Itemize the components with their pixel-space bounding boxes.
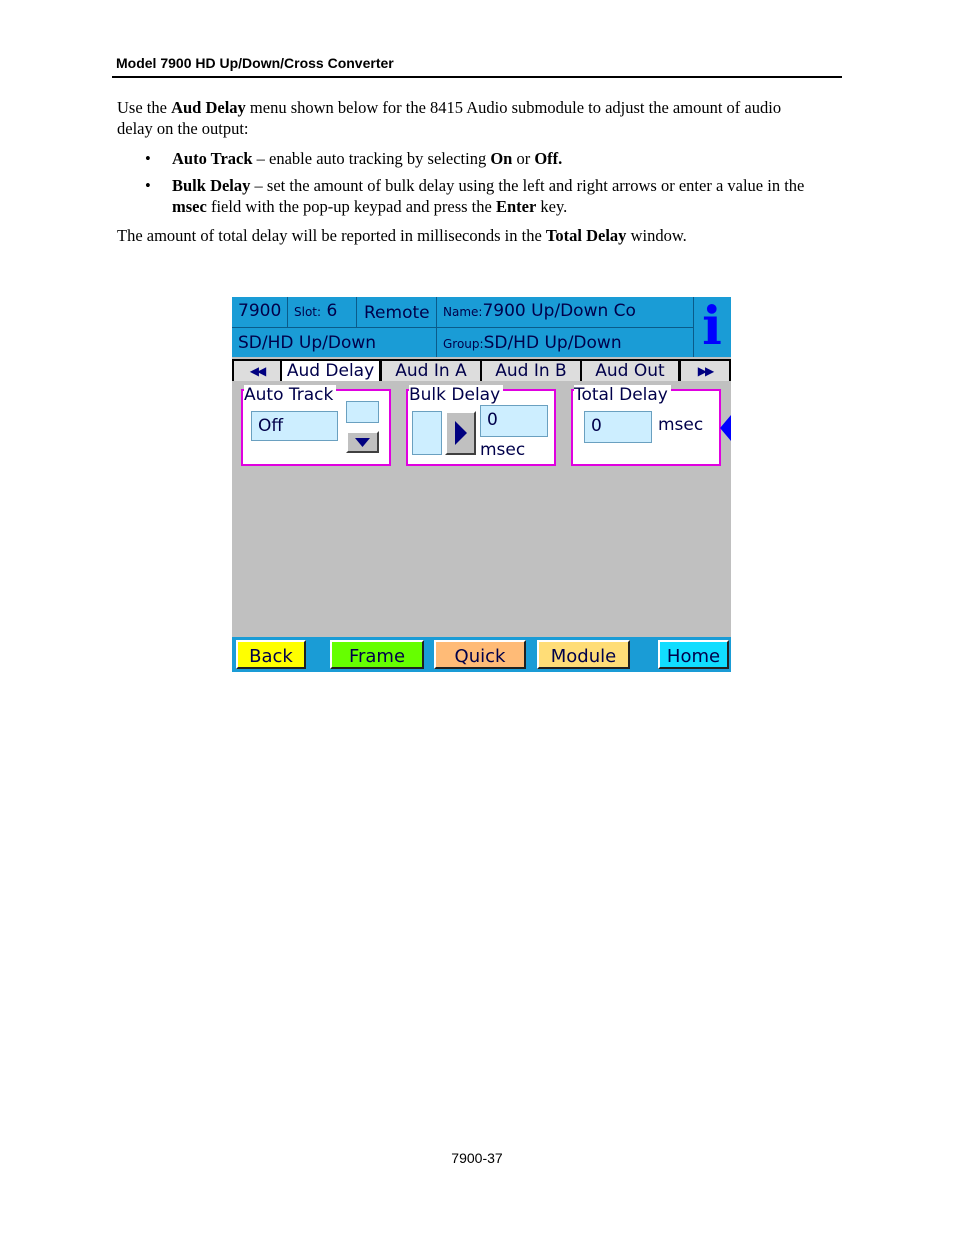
device-screen bbox=[232, 297, 731, 672]
auto-track-group bbox=[241, 385, 391, 466]
bullet-term: Bulk Delay bbox=[172, 176, 251, 195]
divider bbox=[287, 297, 288, 327]
bullet-dot: • bbox=[145, 149, 151, 168]
total-delay-field: 0 bbox=[584, 411, 652, 443]
bullet-text: – enable auto tracking by selecting bbox=[252, 149, 491, 168]
bullet-text: – set the amount of bulk delay using the left and right arrows or enter a value in the bbox=[250, 176, 805, 195]
tab-aud-in-a[interactable]: Aud In A bbox=[382, 361, 480, 381]
closing-text-1: The amount of total delay will be reported in milliseconds in the bbox=[117, 226, 546, 245]
bullet-text: key. bbox=[536, 197, 568, 216]
bulk-delay-left-button[interactable] bbox=[412, 411, 442, 455]
tab-aud-in-b[interactable]: Aud In B bbox=[482, 361, 580, 381]
bullet-auto-track bbox=[145, 148, 835, 169]
bulk-delay-right-button[interactable] bbox=[445, 411, 476, 455]
bulk-delay-group bbox=[406, 385, 556, 466]
tab-aud-delay[interactable]: Aud Delay bbox=[282, 361, 379, 381]
header-rule bbox=[112, 76, 842, 78]
bullet-dot: • bbox=[145, 176, 151, 195]
group-label: Group: bbox=[443, 337, 484, 351]
total-delay-title: Total Delay bbox=[574, 385, 671, 405]
intro-paragraph bbox=[117, 97, 817, 139]
name-value: 7900 Up/Down Co bbox=[482, 301, 636, 321]
bulk-delay-title: Bulk Delay bbox=[409, 385, 503, 405]
auto-track-up-button[interactable] bbox=[346, 401, 379, 423]
total-delay-unit: msec bbox=[658, 415, 704, 435]
bullet-text: field with the pop-up keypad and press the bbox=[206, 197, 496, 216]
tab-aud-out[interactable]: Aud Out bbox=[582, 361, 678, 381]
intro-bold-aud-delay: Aud Delay bbox=[171, 98, 246, 117]
auto-track-title: Auto Track bbox=[244, 385, 336, 405]
name-label: Name: bbox=[443, 305, 483, 319]
bullet-bold: Off. bbox=[534, 149, 563, 168]
navigation-bar bbox=[232, 637, 731, 672]
auto-track-down-button[interactable] bbox=[346, 431, 379, 453]
model-number: 7900 bbox=[238, 301, 282, 321]
scroll-right-indicator-icon[interactable] bbox=[720, 415, 731, 441]
document-header: Model 7900 HD Up/Down/Cross Converter bbox=[116, 55, 394, 71]
bullet-bold: Enter bbox=[495, 197, 537, 216]
bullet-bold: msec bbox=[172, 197, 207, 216]
tab-scroll-left-icon[interactable]: ◀◀ bbox=[234, 361, 280, 381]
home-button[interactable]: Home bbox=[658, 640, 729, 669]
remote-status: Remote bbox=[364, 303, 430, 323]
bulk-delay-unit: msec bbox=[480, 440, 526, 460]
slot-value: 6 bbox=[326, 301, 338, 321]
bullet-text: or bbox=[512, 149, 535, 168]
info-icon[interactable]: i bbox=[702, 297, 722, 357]
slot-indicator bbox=[294, 301, 337, 321]
module-group bbox=[443, 333, 622, 353]
bulk-delay-msec-field[interactable]: 0 bbox=[480, 405, 548, 437]
status-bar bbox=[232, 297, 731, 357]
frame-button[interactable]: Frame bbox=[330, 640, 424, 669]
slot-label: Slot: bbox=[294, 305, 322, 319]
tab-scroll-right-icon[interactable]: ▶▶ bbox=[681, 361, 729, 381]
intro-text-2: menu shown below for the 8415 Audio submodule to adjust the amount of audio delay on the output: bbox=[117, 98, 782, 138]
auto-track-field[interactable]: Off bbox=[251, 411, 338, 441]
back-button[interactable]: Back bbox=[236, 640, 306, 669]
closing-bold-total-delay: Total Delay bbox=[545, 226, 627, 245]
divider bbox=[693, 297, 694, 357]
quick-button[interactable]: Quick bbox=[434, 640, 526, 669]
intro-text-1: Use the bbox=[117, 98, 172, 117]
closing-text-2: window. bbox=[626, 226, 687, 245]
divider bbox=[232, 327, 693, 328]
page-number: 7900-37 bbox=[451, 1150, 503, 1166]
total-delay-group bbox=[571, 385, 721, 466]
group-value: SD/HD Up/Down bbox=[483, 333, 622, 353]
closing-paragraph bbox=[117, 225, 817, 246]
bullet-bulk-delay bbox=[145, 175, 835, 217]
bullet-term: Auto Track bbox=[172, 149, 253, 168]
tab-bar bbox=[232, 359, 731, 381]
arrow-right-icon bbox=[447, 413, 474, 453]
module-name bbox=[443, 301, 636, 321]
bullet-bold: On bbox=[490, 149, 513, 168]
divider bbox=[356, 297, 357, 327]
chevron-down-icon bbox=[348, 433, 377, 451]
module-type: SD/HD Up/Down bbox=[238, 333, 377, 353]
module-button[interactable]: Module bbox=[537, 640, 630, 669]
